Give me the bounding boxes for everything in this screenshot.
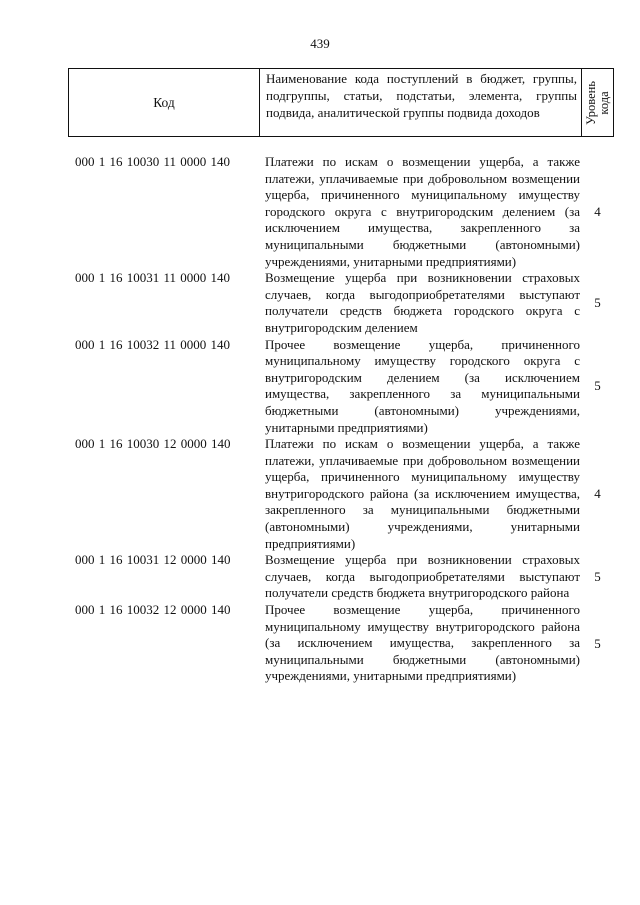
page-number: 439 bbox=[310, 36, 330, 51]
header-level-label-line1: Уровень bbox=[583, 80, 598, 125]
row-level: 5 bbox=[594, 569, 601, 585]
table-row bbox=[75, 436, 615, 552]
row-code: 000 1 16 10030 12 0000 140 bbox=[75, 436, 231, 452]
row-level: 4 bbox=[594, 204, 601, 220]
table-row bbox=[75, 602, 615, 685]
row-code: 000 1 16 10031 11 0000 140 bbox=[75, 270, 231, 286]
header-name-cell: Наименование кода поступлений в бюджет, группы, подгруппы, статьи, подстатьи, элемента, группы подвида, аналитической группы подвида доходов bbox=[260, 69, 582, 136]
row-description: Платежи по искам о возмещении ущерба, а также платежи, уплачиваемые при добровольном возмещении ущерба, причиненного муниципальному имуществу внутригородского района (за исключением имущества, закрепленного за муниципальными бюджетными (автономными) учреждениями, унитарными предприятиями) bbox=[265, 436, 580, 551]
row-code: 000 1 16 10031 12 0000 140 bbox=[75, 552, 231, 568]
row-level: 4 bbox=[594, 486, 601, 502]
header-code-cell: Код bbox=[69, 69, 260, 136]
header-level-label-line2: кода bbox=[596, 90, 611, 115]
row-description: Возмещение ущерба при возникновении страховых случаев, когда выгодоприобретателями выступают получатели средств бюджета внутригородского района bbox=[265, 552, 580, 601]
row-description: Возмещение ущерба при возникновении страховых случаев, когда выгодоприобретателями выступают получатели средств бюджета городского округа с внутригородским делением bbox=[265, 270, 580, 335]
row-level: 5 bbox=[594, 378, 601, 394]
table-header bbox=[68, 68, 614, 137]
table-row bbox=[75, 337, 615, 437]
table-row bbox=[75, 154, 615, 270]
row-level: 5 bbox=[594, 635, 601, 651]
table-row bbox=[75, 552, 615, 602]
row-code: 000 1 16 10030 11 0000 140 bbox=[75, 154, 231, 169]
header-level-label bbox=[585, 80, 611, 124]
table-row bbox=[75, 270, 615, 336]
row-level: 5 bbox=[594, 295, 601, 311]
row-code: 000 1 16 10032 12 0000 140 bbox=[75, 602, 231, 618]
row-description: Платежи по искам о возмещении ущерба, а также платежи, уплачиваемые при добровольном возмещении ущерба, причиненного муниципальному имуществу городского округа с внутригородским делением (за исключением имущества, закрепленного за муниципальными бюджетными (автономными) учреждениями, унитарными предприятиями) bbox=[265, 154, 580, 269]
row-code: 000 1 16 10032 11 0000 140 bbox=[75, 336, 231, 352]
table-body bbox=[75, 154, 615, 685]
row-description: Прочее возмещение ущерба, причиненного муниципальному имуществу городского округа с внутригородским делением (за исключением имущества, закрепленного за муниципальными бюджетными (автономными) учреждениями, унитарными предприятиями) bbox=[265, 336, 580, 435]
row-description: Прочее возмещение ущерба, причиненного муниципальному имуществу внутригородского района (за исключением имущества, закрепленного за муниципальными бюджетными (автономными) учреждениями, унитарными предприятиями) bbox=[265, 602, 580, 684]
header-level-cell bbox=[582, 69, 613, 136]
